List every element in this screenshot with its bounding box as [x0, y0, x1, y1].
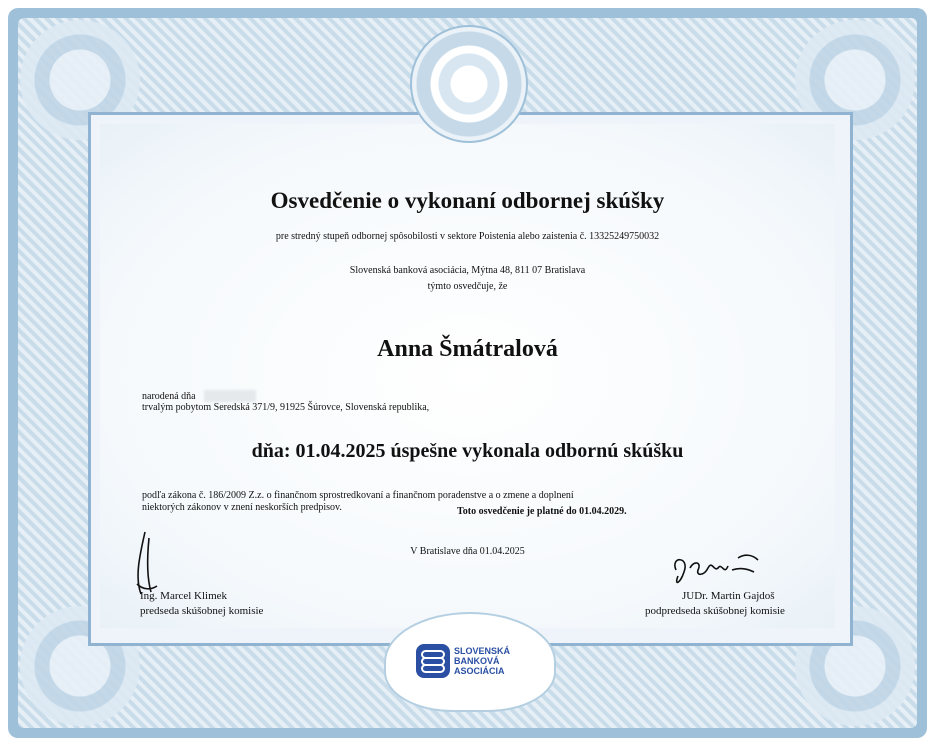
sba-logo: [416, 644, 524, 678]
signatory-right-name: JUDr. Martin Gajdoš: [682, 590, 775, 602]
chain-links-icon: [416, 644, 450, 678]
sba-logo-line2: BANKOVÁ: [454, 656, 500, 666]
validity-text: Toto osvedčenie je platné do 01.04.2029.: [457, 506, 627, 517]
signature-right: [668, 546, 778, 592]
signatory-left-name: Ing. Marcel Klimek: [140, 590, 228, 602]
place-date: V Bratislave dňa 01.04.2025: [410, 546, 525, 557]
certificate-subtitle: pre stredný stupeň odbornej spôsobilosti v sektore Poistenia alebo zaistenia č. 13325249750032: [275, 231, 660, 242]
certificate-title: Osvedčenie o vykonaní odbornej skúšky: [270, 188, 665, 213]
holder-name: Anna Šmátralová: [377, 336, 558, 362]
signatory-left-role: predseda skúšobnej komisie: [140, 605, 264, 617]
passed-statement: dňa: 01.04.2025 úspešne vykonala odbornú skúšku: [251, 440, 684, 462]
rosette-ornament: [410, 25, 528, 143]
issuer-address: Slovenská banková asociácia, Mýtna 48, 811 07 Bratislava: [349, 265, 586, 276]
signature-left: [125, 528, 165, 598]
signatory-right-role: podpredseda skúšobnej komisie: [645, 605, 785, 617]
holder-address: trvalým pobytom Seredská 371/9, 91925 Šúrovce, Slovenská republika,: [142, 402, 430, 413]
law-text-line1: podľa zákona č. 186/2009 Z.z. o finančnom sprostredkovaní a finančnom poradenstve a o zmene a doplnení: [142, 490, 574, 501]
law-text-line2: niektorých zákonov v znení neskorších predpisov.: [142, 502, 342, 513]
sba-logo-mark-icon: [416, 644, 450, 678]
redacted-birthdate: [204, 390, 256, 402]
sba-logo-line1: SLOVENSKÁ: [454, 646, 511, 656]
sba-logo-line3: ASOCIÁCIA: [454, 666, 505, 676]
born-label: narodená dňa: [142, 391, 196, 402]
certifies-text: týmto osvedčuje, že: [427, 281, 508, 292]
